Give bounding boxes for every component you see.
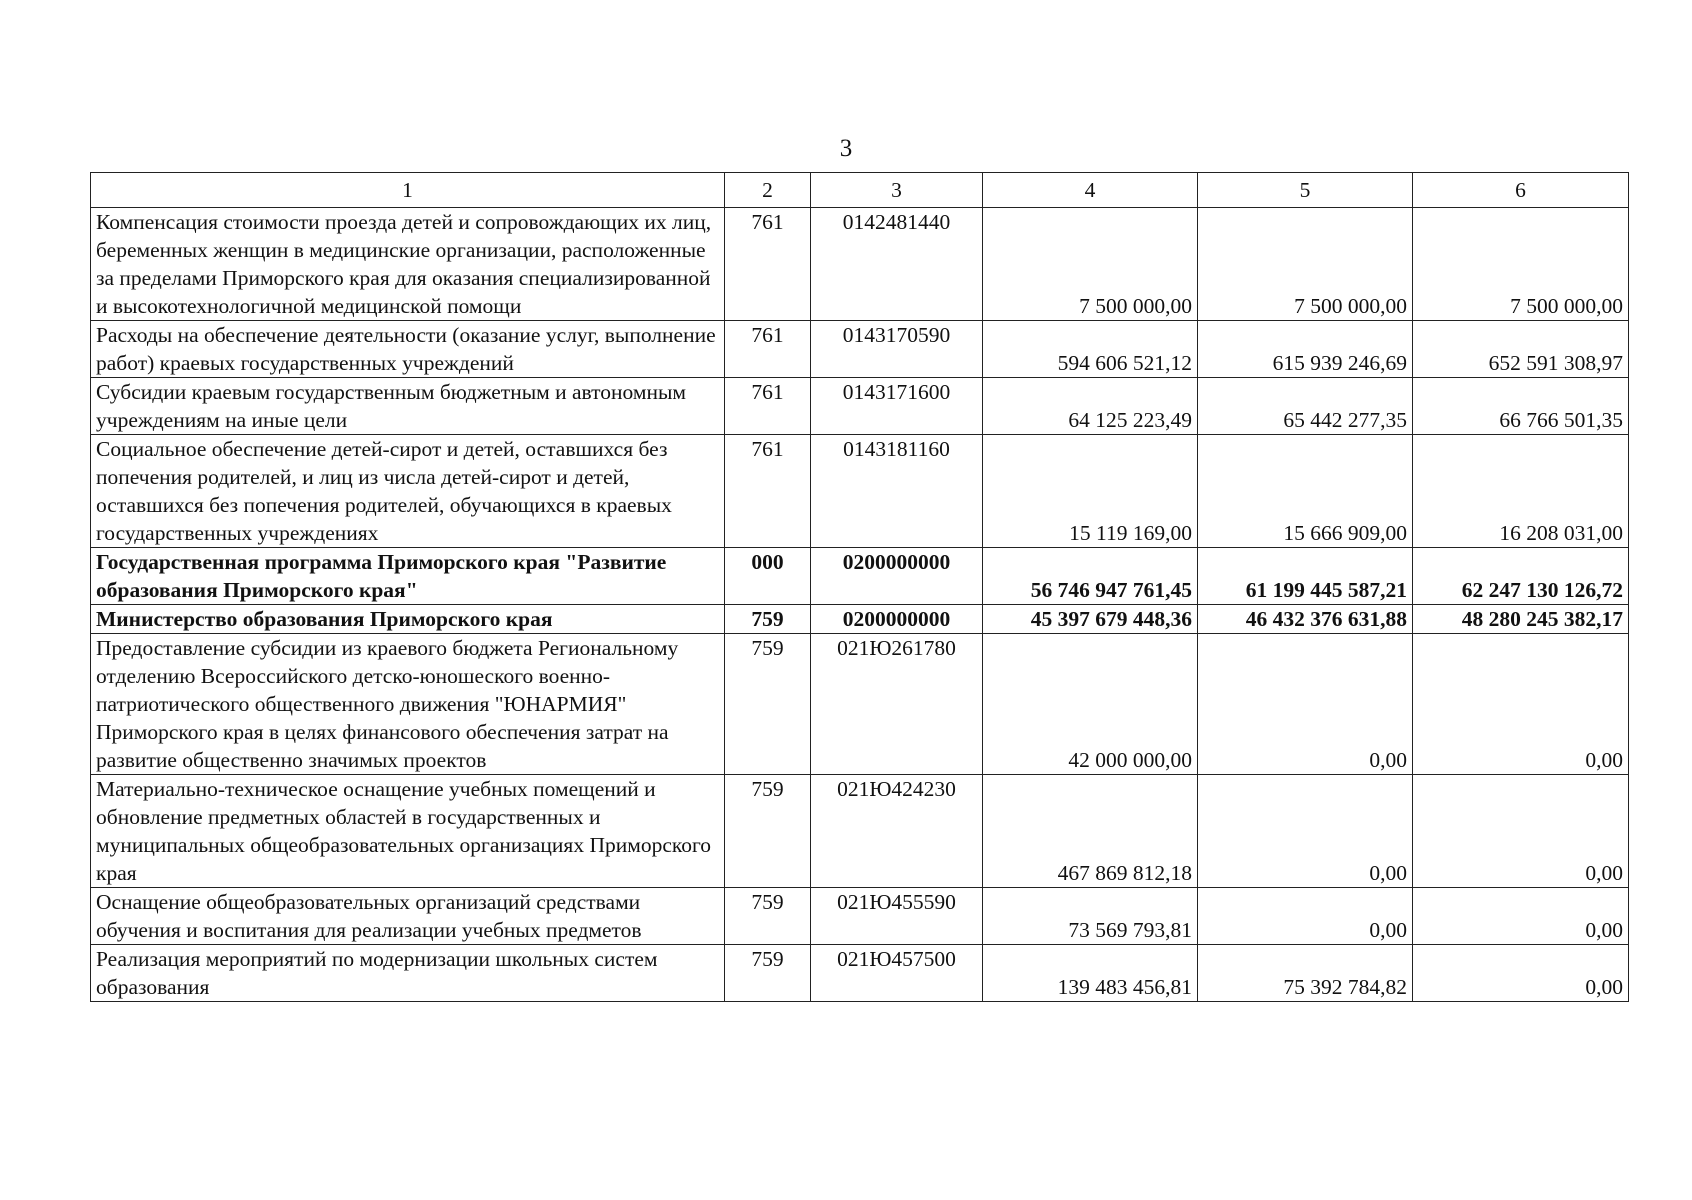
row-amount-col4: 139 483 456,81 [983, 945, 1198, 1002]
row-department-code: 000 [725, 548, 811, 605]
row-target-code: 0143170590 [811, 321, 983, 378]
row-name: Министерство образования Приморского края [91, 605, 725, 634]
column-header: 6 [1413, 173, 1629, 208]
row-name: Компенсация стоимости проезда детей и сопровождающих их лиц, беременных женщин в медицинские организации, расположенные за пределами Приморского края для оказания специализированной и высокотехнологичной медицинской помощи [91, 208, 725, 321]
table-row-program-total [91, 548, 1629, 605]
row-amount-col4: 42 000 000,00 [983, 634, 1198, 775]
row-name: Расходы на обеспечение деятельности (оказание услуг, выполнение работ) краевых государственных учреждений [91, 321, 725, 378]
row-target-code: 0143171600 [811, 378, 983, 435]
row-amount-col6: 62 247 130 126,72 [1413, 548, 1629, 605]
row-department-code: 761 [725, 208, 811, 321]
row-department-code: 761 [725, 321, 811, 378]
row-target-code: 021Ю457500 [811, 945, 983, 1002]
row-name: Социальное обеспечение детей-сирот и детей, оставшихся без попечения родителей, и лиц из числа детей-сирот и детей, оставшихся без попечения родителей, обучающихся в краевых государственных учреждениях [91, 435, 725, 548]
row-amount-col4: 73 569 793,81 [983, 888, 1198, 945]
table-row [91, 378, 1629, 435]
row-amount-col5: 65 442 277,35 [1198, 378, 1413, 435]
row-department-code: 759 [725, 605, 811, 634]
row-amount-col4: 467 869 812,18 [983, 775, 1198, 888]
column-header: 5 [1198, 173, 1413, 208]
row-amount-col4: 15 119 169,00 [983, 435, 1198, 548]
row-amount-col4: 64 125 223,49 [983, 378, 1198, 435]
row-target-code: 021Ю261780 [811, 634, 983, 775]
row-amount-col4: 594 606 521,12 [983, 321, 1198, 378]
row-amount-col6: 48 280 245 382,17 [1413, 605, 1629, 634]
row-amount-col6: 0,00 [1413, 945, 1629, 1002]
page-number: 3 [839, 135, 853, 162]
table-row-ministry-total [91, 605, 1629, 634]
row-department-code: 761 [725, 435, 811, 548]
row-department-code: 759 [725, 888, 811, 945]
table-row [91, 888, 1629, 945]
column-header: 2 [725, 173, 811, 208]
column-header: 3 [811, 173, 983, 208]
row-target-code: 0143181160 [811, 435, 983, 548]
row-amount-col5: 75 392 784,82 [1198, 945, 1413, 1002]
row-department-code: 759 [725, 634, 811, 775]
row-target-code: 021Ю424230 [811, 775, 983, 888]
budget-table [90, 172, 1629, 1002]
table-header-row [91, 173, 1629, 208]
row-name: Предоставление субсидии из краевого бюджета Региональному отделению Всероссийского детско-юношеского военно-патриотического общественного движения "ЮНАРМИЯ" Приморского края в целях финансового обеспечения затрат на развитие общественно значимых проектов [91, 634, 725, 775]
row-amount-col4: 45 397 679 448,36 [983, 605, 1198, 634]
row-amount-col6: 0,00 [1413, 775, 1629, 888]
row-name: Государственная программа Приморского края "Развитие образования Приморского края" [91, 548, 725, 605]
row-name: Оснащение общеобразовательных организаций средствами обучения и воспитания для реализации учебных предметов [91, 888, 725, 945]
column-header: 4 [983, 173, 1198, 208]
row-target-code: 0200000000 [811, 548, 983, 605]
row-amount-col6: 0,00 [1413, 888, 1629, 945]
row-amount-col5: 61 199 445 587,21 [1198, 548, 1413, 605]
row-amount-col6: 652 591 308,97 [1413, 321, 1629, 378]
row-amount-col5: 7 500 000,00 [1198, 208, 1413, 321]
table-row [91, 208, 1629, 321]
row-amount-col5: 0,00 [1198, 634, 1413, 775]
row-amount-col6: 0,00 [1413, 634, 1629, 775]
row-amount-col4: 56 746 947 761,45 [983, 548, 1198, 605]
row-department-code: 759 [725, 945, 811, 1002]
row-name: Реализация мероприятий по модернизации школьных систем образования [91, 945, 725, 1002]
row-department-code: 761 [725, 378, 811, 435]
row-name: Субсидии краевым государственным бюджетным и автономным учреждениям на иные цели [91, 378, 725, 435]
row-amount-col6: 7 500 000,00 [1413, 208, 1629, 321]
row-target-code: 0142481440 [811, 208, 983, 321]
row-amount-col4: 7 500 000,00 [983, 208, 1198, 321]
row-target-code: 021Ю455590 [811, 888, 983, 945]
row-amount-col5: 615 939 246,69 [1198, 321, 1413, 378]
column-header: 1 [91, 173, 725, 208]
row-target-code: 0200000000 [811, 605, 983, 634]
table-row [91, 435, 1629, 548]
table-row [91, 634, 1629, 775]
row-name: Материально-техническое оснащение учебных помещений и обновление предметных областей в государственных и муниципальных общеобразовательных организациях Приморского края [91, 775, 725, 888]
row-amount-col6: 16 208 031,00 [1413, 435, 1629, 548]
row-department-code: 759 [725, 775, 811, 888]
row-amount-col5: 15 666 909,00 [1198, 435, 1413, 548]
row-amount-col5: 0,00 [1198, 775, 1413, 888]
table-row [91, 945, 1629, 1002]
row-amount-col5: 0,00 [1198, 888, 1413, 945]
table-row [91, 321, 1629, 378]
table-row [91, 775, 1629, 888]
row-amount-col5: 46 432 376 631,88 [1198, 605, 1413, 634]
row-amount-col6: 66 766 501,35 [1413, 378, 1629, 435]
